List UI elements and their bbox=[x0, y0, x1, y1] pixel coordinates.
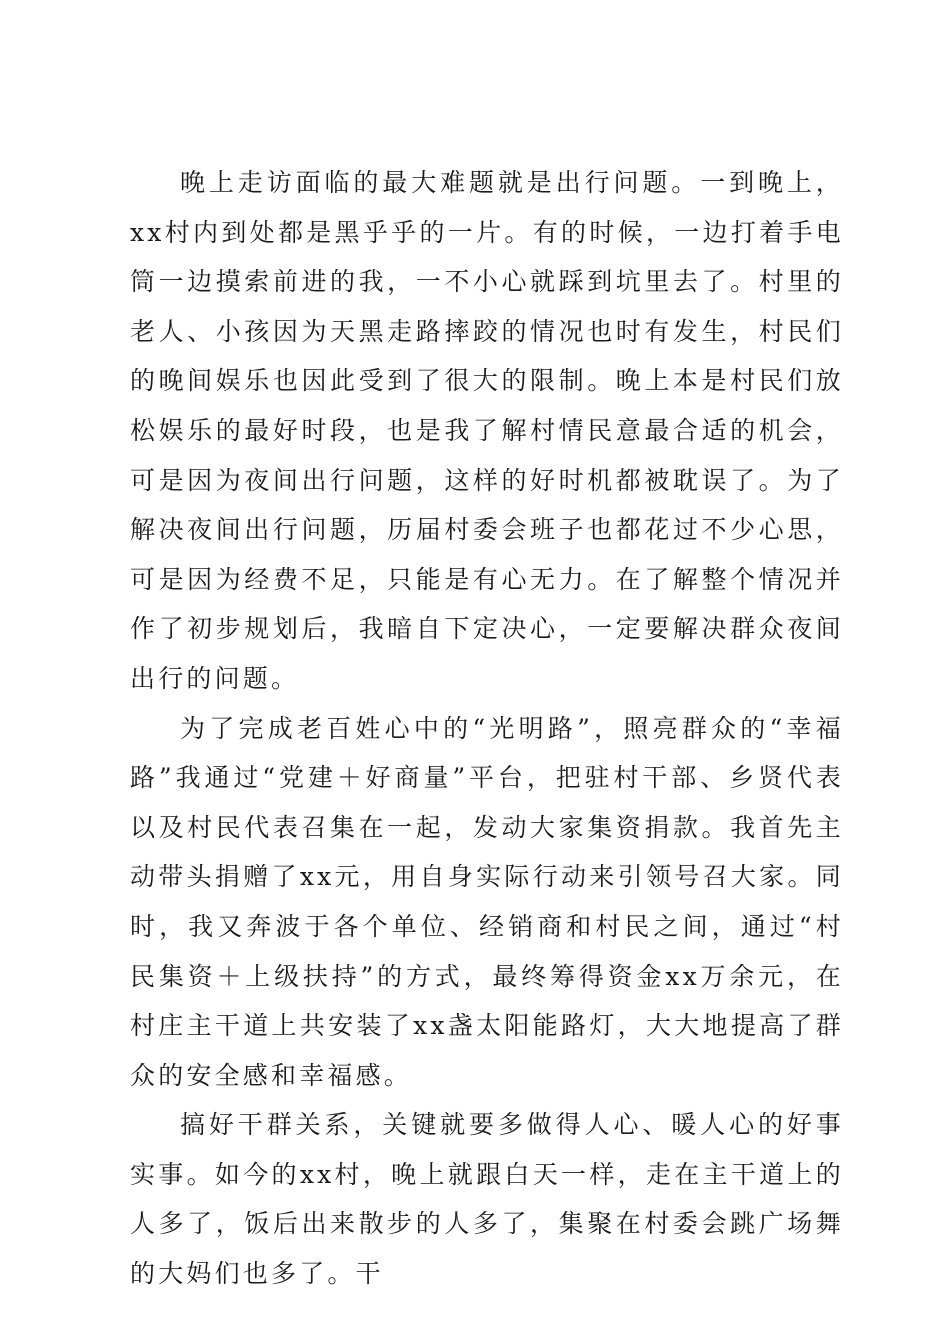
paragraph-night-visit-problem: 晚上走访面临的最大难题就是出行问题。一到晚上，xx村内到处都是黑乎乎的一片。有的时候，一边打着手电筒一边摸索前进的我，一不小心就踩到坑里去了。村里的老人、小孩因为天黑走路摔跤的情况也时有发生，村民们的晚间娱乐也因此受到了很大的限制。晚上本是村民们放松娱乐的最好时段，也是我了解村情民意最合适的机会，可是因为夜间出行问题，这样的好时机都被耽误了。为了解决夜间出行问题，历届村委会班子也都花过不少心思，可是因为经费不足，只能是有心无力。在了解整个情况并作了初步规划后，我暗自下定决心，一定要解决群众夜间出行的问题。 bbox=[130, 168, 844, 693]
document-body bbox=[130, 158, 844, 1299]
paragraph-street-lights-fundraising: 为了完成老百姓心中的“光明路”，照亮群众的“幸福路”我通过“党建＋好商量”平台，把驻村干部、乡贤代表以及村民代表召集在一起，发动大家集资捐款。我首先主动带头捐赠了xx元，用自身实际行动来引领号召大家。同时，我又奔波于各个单位、经销商和村民之间，通过“村民集资＋上级扶持”的方式，最终筹得资金xx万余元，在村庄主干道上共安装了xx盏太阳能路灯，大大地提高了群众的安全感和幸福感。 bbox=[130, 713, 844, 1090]
paragraph-cadre-relations: 搞好干群关系，关键就要多做得人心、暖人心的好事实事。如今的xx村，晚上就跟白天一样，走在主干道上的人多了，饭后出来散步的人多了，集聚在村委会跳广场舞的大妈们也多了。干 bbox=[130, 1110, 844, 1289]
